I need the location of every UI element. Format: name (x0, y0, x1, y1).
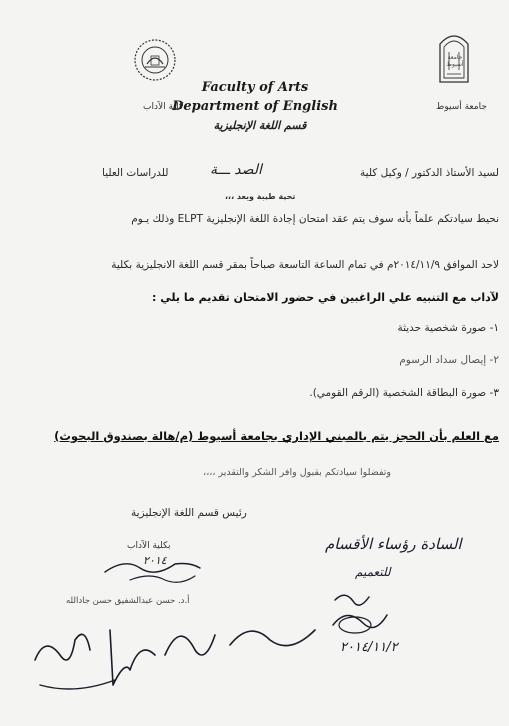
signatory-name: أ.د. حسن عبدالشفيق حسن جادالله (66, 596, 190, 606)
head-title: رئيس قسم اللغة الإنجليزية (131, 507, 247, 519)
handwritten-annotation (15, 600, 335, 700)
greeting: تحية طيبة وبعد ،،، (225, 192, 296, 201)
faculty-label: بكلية الآداب (127, 541, 171, 551)
handwritten-date: ٢٠١٤/١١/٢ (340, 640, 398, 655)
dean-signature (95, 550, 215, 590)
requirement-1: ١- صورة شخصية حديثة (397, 322, 499, 334)
department-english: Department of English (172, 99, 338, 114)
addressee-prefix: لسيد الأستاذ الدكتور / وكيل كلية (360, 167, 499, 179)
department-arabic: قسم اللغة الإنجليزية (213, 119, 307, 132)
faculty-logo (133, 38, 177, 82)
closing-line: وتفضلوا سيادتكم بقبول وافر الشكر والتقدير ،،،، (203, 467, 391, 478)
handwritten-note: السادة رؤساء الأقسام (325, 535, 462, 553)
requirement-2: ٢- إيصال سداد الرسوم (399, 354, 499, 366)
body-line-1: نحيط سيادتكم علماً بأنه سوف يتم عقد امتحان إجادة اللغة الإنجليزية ELPT وذلك يـوم (131, 213, 499, 225)
approval-signature (325, 585, 415, 645)
body-line-3: لآداب مع التنبيه علي الراغبين في حضور الامتحان تقديم ما يلي : (152, 291, 499, 304)
addressee-suffix: للدراسات العليا (102, 167, 169, 179)
addressee-handwritten: الصد ـــة (210, 162, 262, 178)
handwritten-second: للتعميم (355, 565, 391, 579)
requirement-3: ٣- صورة البطاقة الشخصية (الرقم القومي). (309, 387, 499, 399)
logo-text: جامعة أسيوط (446, 54, 464, 68)
faculty-arabic: كلية الآداب (143, 102, 184, 112)
faculty-english: Faculty of Arts (201, 80, 309, 95)
body-line-2: لاحد الموافق ٢٠١٤/١١/٩م في تمام الساعة التاسعة صباحاً بمقر قسم اللغة الانجليزية بكلية (111, 259, 499, 271)
booking-note: مع العلم بأن الحجز يتم بالمبني الإداري بجامعة أسيوط (م/هالة بصندوق البحوث) (54, 429, 499, 443)
university-arabic: جامعة أسيوط (436, 102, 487, 112)
left-date: ٢٠١٤ (143, 554, 167, 567)
university-logo (437, 30, 471, 84)
